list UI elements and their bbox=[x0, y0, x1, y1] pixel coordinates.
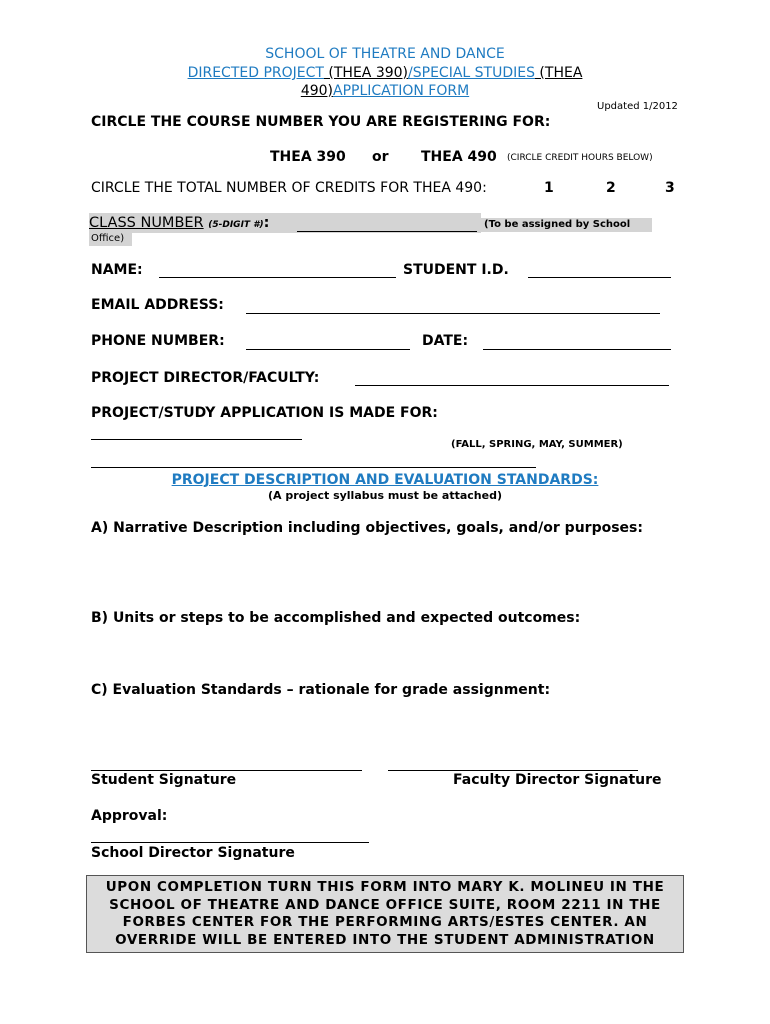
circle-credit-note: (CIRCLE CREDIT HOURS BELOW) bbox=[507, 153, 653, 163]
credits-label: CIRCLE THE TOTAL NUMBER OF CREDITS FOR THEA 490: bbox=[91, 180, 487, 196]
notice-line-2: SCHOOL OF THEATRE AND DANCE OFFICE SUITE, ROOM 2211 IN THE bbox=[109, 896, 661, 913]
section-divider bbox=[91, 467, 536, 468]
description-heading: PROJECT DESCRIPTION AND EVALUATION STANDARDS: bbox=[171, 472, 599, 488]
school-director-signature-label: School Director Signature bbox=[91, 845, 295, 861]
option-thea-490[interactable]: THEA 490 bbox=[421, 149, 497, 165]
director-label: PROJECT DIRECTOR/FACULTY: bbox=[91, 370, 320, 386]
class-number-digits: (5-DIGIT #) bbox=[208, 220, 264, 230]
form-title-line-2 bbox=[0, 65, 770, 81]
section-c-label: C) Evaluation Standards – rationale for grade assignment: bbox=[91, 682, 551, 698]
credit-option-3[interactable]: 3 bbox=[665, 180, 675, 196]
school-director-signature-line[interactable] bbox=[91, 842, 369, 843]
student-signature-label: Student Signature bbox=[91, 772, 237, 788]
email-field[interactable] bbox=[246, 313, 660, 314]
director-field[interactable] bbox=[355, 385, 669, 386]
notice-line-4: OVERRIDE WILL BE ENTERED INTO THE STUDENT ADMINISTRATION bbox=[115, 931, 655, 948]
credit-option-1[interactable]: 1 bbox=[544, 180, 554, 196]
application-for-field[interactable] bbox=[91, 439, 302, 440]
student-signature-line[interactable] bbox=[91, 770, 362, 771]
thea-label: (THEA bbox=[534, 65, 583, 81]
class-number-label: CLASS NUMBER bbox=[89, 215, 204, 231]
option-thea-390[interactable]: THEA 390 bbox=[270, 149, 346, 165]
special-studies-label: /SPECIAL STUDIES bbox=[408, 65, 535, 81]
name-label: NAME: bbox=[91, 262, 143, 278]
class-number-row bbox=[89, 215, 269, 231]
class-number-note: (To be assigned by School bbox=[484, 219, 631, 230]
syllabus-note: (A project syllabus must be attached) bbox=[268, 489, 502, 502]
submission-notice bbox=[86, 875, 684, 953]
form-title-line-3 bbox=[0, 83, 770, 99]
updated-date: Updated 1/2012 bbox=[597, 101, 678, 112]
notice-line-1: UPON COMPLETION TURN THIS FORM INTO MARY K. MOLINEU IN THE bbox=[105, 879, 665, 895]
phone-label: PHONE NUMBER: bbox=[91, 333, 225, 349]
approval-label: Approval: bbox=[91, 808, 168, 824]
date-label: DATE: bbox=[422, 333, 469, 349]
section-b-label: B) Units or steps to be accomplished and expected outcomes: bbox=[91, 610, 581, 626]
email-label: EMAIL ADDRESS: bbox=[91, 297, 224, 313]
school-title: SCHOOL OF THEATRE AND DANCE bbox=[265, 46, 505, 62]
or-label: or bbox=[372, 149, 389, 165]
application-for-label: PROJECT/STUDY APPLICATION IS MADE FOR: bbox=[91, 405, 438, 421]
notice-line-3: FORBES CENTER FOR THE PERFORMING ARTS/ESTES CENTER. AN bbox=[122, 914, 648, 930]
phone-field[interactable] bbox=[246, 349, 410, 350]
class-number-note-2: Office) bbox=[91, 233, 125, 244]
thea-490-label: 490) bbox=[300, 83, 333, 99]
student-id-label: STUDENT I.D. bbox=[403, 262, 509, 278]
credit-option-2[interactable]: 2 bbox=[606, 180, 616, 196]
section-a-label: A) Narrative Description including objectives, goals, and/or purposes: bbox=[91, 520, 643, 536]
application-form-label: APPLICATION FORM bbox=[333, 83, 470, 99]
student-id-field[interactable] bbox=[528, 277, 671, 278]
circle-course-label: CIRCLE THE COURSE NUMBER YOU ARE REGISTERING FOR: bbox=[91, 114, 551, 130]
date-field[interactable] bbox=[483, 349, 671, 350]
name-field[interactable] bbox=[159, 277, 396, 278]
class-number-field[interactable] bbox=[297, 231, 477, 232]
faculty-signature-line[interactable] bbox=[388, 770, 638, 771]
directed-project-label: DIRECTED PROJECT bbox=[187, 65, 324, 81]
faculty-signature-label: Faculty Director Signature bbox=[453, 772, 662, 788]
thea-390-label: (THEA 390) bbox=[323, 65, 409, 81]
class-number-colon: : bbox=[263, 215, 270, 231]
terms-note: (FALL, SPRING, MAY, SUMMER) bbox=[451, 439, 623, 450]
